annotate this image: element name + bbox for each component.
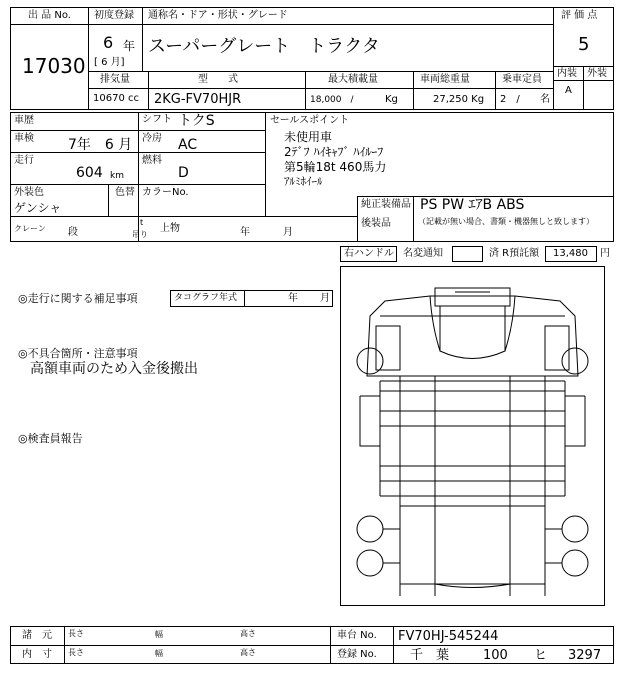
shift-value: トクS (178, 113, 215, 129)
interior-dims-label: 内 寸 (22, 649, 52, 660)
dims-width-label: 幅 (155, 630, 163, 639)
inspector-report-label: ◎検査員報告 (18, 432, 83, 445)
mileage-value: 604 (76, 165, 103, 181)
crane-hoist: 吊り (132, 230, 148, 239)
yen-unit: 円 (600, 248, 610, 259)
interior-width-label: 幅 (155, 649, 163, 658)
exterior-grade-label: 外装 (587, 68, 607, 79)
lot-no-label: 出 品 No. (28, 10, 71, 21)
capacity-value: 2 / (500, 94, 520, 105)
score-value: 5 (578, 34, 590, 55)
gross-weight-value: 27,250 Kg (433, 94, 485, 105)
aircon-label: 冷房 (142, 133, 162, 144)
chassis-no-label: 車台 No. (337, 630, 377, 641)
upper-month: 月 (283, 227, 293, 238)
displacement-label: 排気量 (100, 74, 130, 85)
first-reg-label: 初度登録 (94, 10, 134, 21)
vehicle-name-label: 通称名・ドア・形状・グレード (148, 10, 288, 21)
fuel-value: D (178, 165, 189, 181)
std-equipment-value: PS PW ｴｱB ABS (420, 197, 525, 213)
sales-points-label: セールスポイント (270, 115, 350, 126)
interior-length-label: 長さ (68, 648, 84, 657)
tachograph-label: タコグラフ年式 (174, 293, 238, 303)
name-change-label: 名変通知 (403, 248, 443, 259)
plate-region: 千 葉 (410, 648, 450, 663)
max-load-unit: Kg (385, 94, 398, 105)
reg-year-unit: 年 (123, 39, 136, 53)
name-change-box (452, 246, 483, 262)
mileage-label: 走行 (14, 155, 34, 166)
history-label: 車歴 (14, 115, 34, 126)
chassis-no: FV70HJ-545244 (398, 629, 499, 644)
recycle-amount: 13,480 (553, 248, 588, 259)
max-load-value: 18,000 / (310, 95, 354, 105)
gross-weight-label: 車両総重量 (420, 74, 470, 85)
model-label: 型 式 (198, 74, 238, 85)
plate-kana: ヒ (534, 648, 548, 663)
ext-color-label: 外装色 (14, 187, 44, 198)
crane-ton: t (140, 218, 144, 227)
defects-text: 高額車両のため入金後搬出 (30, 361, 198, 377)
score-label: 評 価 点 (561, 10, 598, 21)
interior-height-label: 高さ (240, 648, 256, 657)
interior-grade-label: 内装 (557, 68, 577, 79)
dims-label: 諸 元 (22, 630, 52, 641)
std-equipment-label: 純正装備品 (361, 199, 411, 210)
fuel-label: 燃料 (142, 155, 162, 166)
plate-no-label: 登録 No. (337, 649, 377, 660)
recycle-label: 済 R預託額 (489, 248, 540, 259)
max-load-label: 最大積載量 (328, 74, 378, 85)
dims-height-label: 高さ (240, 629, 256, 638)
model-value: 2KG-FV70HJR (154, 92, 242, 107)
interior-grade: A (565, 85, 572, 96)
inspection-label: 車検 (14, 133, 34, 144)
capacity-unit: 名 (540, 94, 550, 105)
dims-length-label: 長さ (68, 629, 84, 638)
defects-label: ◎不具合箇所・注意事項 (18, 347, 138, 360)
color-change-label: 色替 (115, 187, 135, 198)
plate-number: 3297 (568, 648, 602, 663)
steering-value: 右ハンドル (344, 248, 394, 259)
ext-color-value: ゲンシャ (14, 201, 62, 215)
after-equipment-note: （記載が無い場合、書類・機器無しと致します） (418, 217, 594, 226)
reg-year: 6 (103, 33, 114, 52)
mileage-unit: km (110, 171, 124, 181)
inspection-value: 7年 6 月 (68, 137, 133, 153)
vehicle-name: スーパーグレート トラクタ (148, 36, 380, 57)
reg-month: [ 6 月] (94, 57, 125, 68)
upper-year: 年 (240, 227, 250, 238)
sales-point-3: 第5輪18t 460馬力 (284, 160, 387, 174)
tacho-year: 年 (288, 293, 298, 304)
upper-body-label: 上物 (160, 223, 180, 234)
plate-class: 100 (483, 648, 508, 663)
crane-stage: 段 (68, 227, 78, 238)
crane-label: クレーン (14, 224, 46, 233)
capacity-label: 乗車定員 (502, 74, 542, 85)
sales-point-4: ｱﾙﾐﾎｲｰﾙ (284, 175, 323, 188)
displacement-value: 10670 cc (93, 93, 139, 104)
sales-point-2: 2ﾃﾞﾌ ﾊｲｷｬﾌﾞ ﾊｲﾙｰﾌ (284, 145, 384, 159)
shift-label: シフト (142, 114, 172, 125)
sales-point-1: 未使用車 (284, 130, 333, 144)
after-equipment-label: 後装品 (361, 218, 391, 229)
aircon-value: AC (178, 137, 198, 153)
driving-notes-label: ◎走行に関する補足事項 (18, 292, 138, 305)
truck-diagram (340, 266, 605, 606)
lot-number: 17030 (22, 54, 86, 78)
color-code-label: カラーNo. (142, 187, 189, 198)
tacho-month: 月 (320, 293, 330, 304)
